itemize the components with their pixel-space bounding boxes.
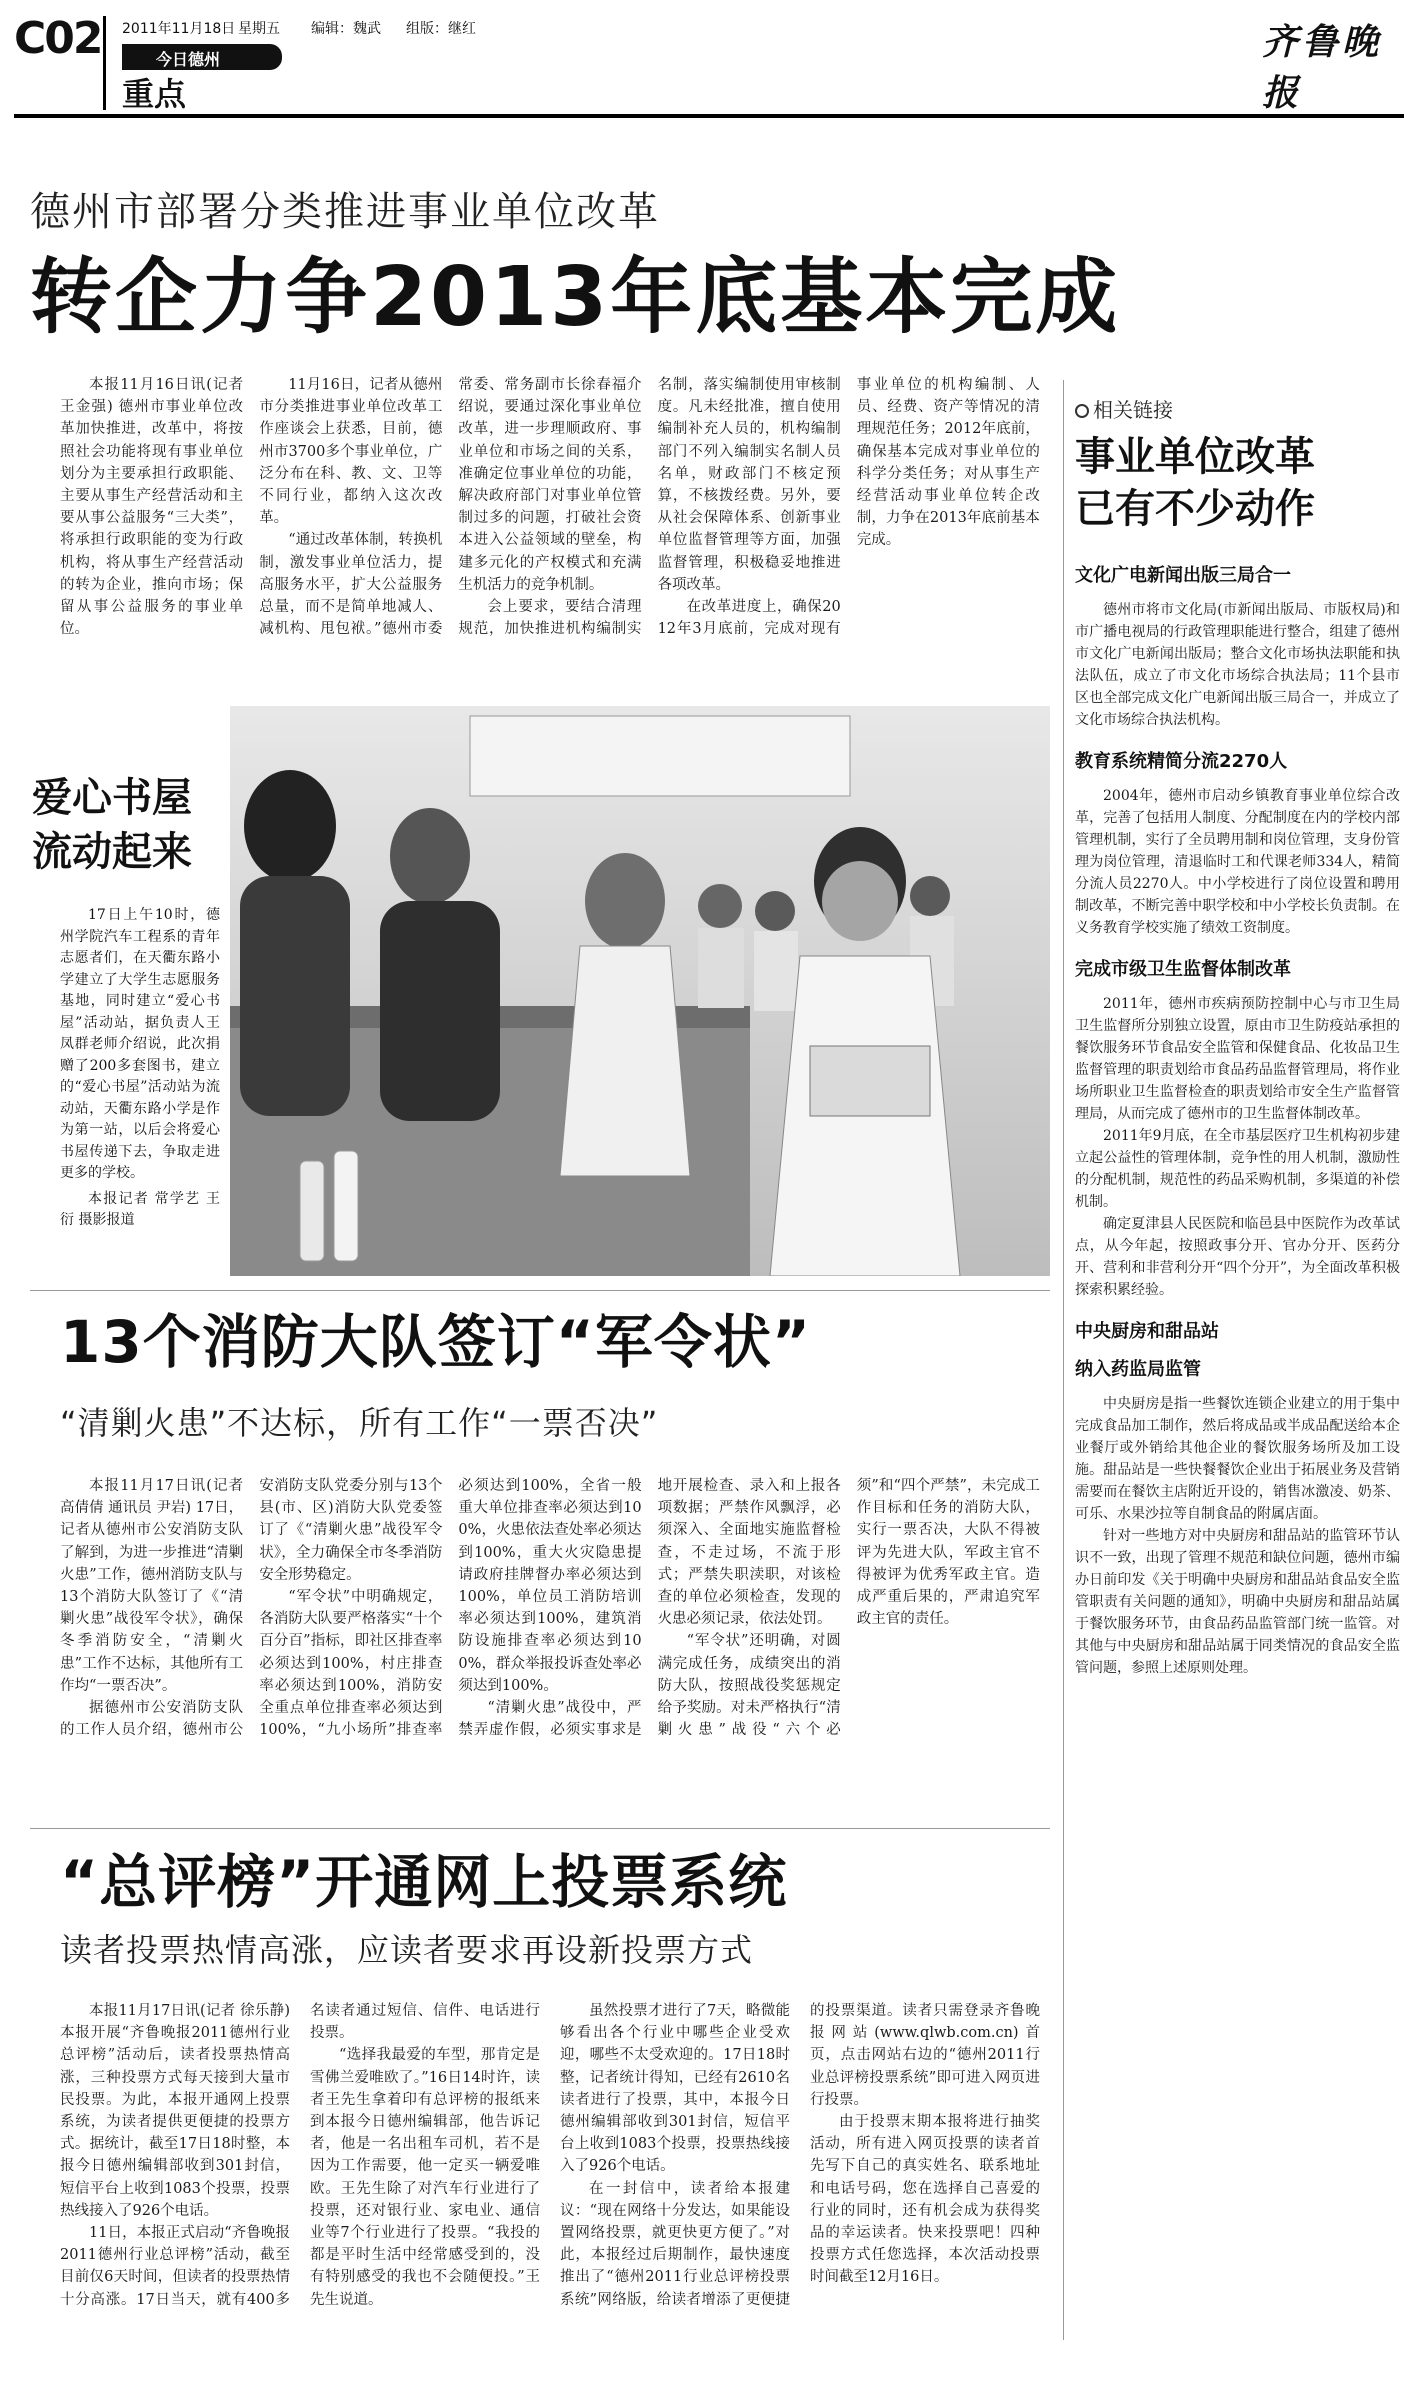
sidebar-paragraph: 确定夏津县人民医院和临邑县中医院作为改革试点，从今年起，按照政事分开、官办分开、医药分开、营利和非营利分开“四个分开”，为全面改革积极探索积累经验。 [1075,1216,1400,1298]
section-tab-label: 今日德州 [156,50,221,69]
vote-paragraph: 11日，本报正式启动“齐鲁晚报2011德州行业总评榜”活动，截至目前仅6天时间，但读者的投票热情十分高涨。17日当天，就有400多名读者通过短信、信件、电话进行投票。 [60,2003,540,2308]
sidebar-section-head: 中央厨房和甜品站 [1075,1321,1219,1342]
section-tab [122,44,282,70]
fire-paragraph: 据德州市公安消防支队的工作人员介绍，德州市公安消防支队党委分别与13个县(市、区)消防大队党委签订了《“清剿火患”战役军令状》，全力确保全市冬季消防安全形势稳定。 [60,1478,443,1739]
vote-paragraph: 由于投票末期本报将进行抽奖活动，所有进入网页投票的读者首先写下自己的真实姓名、联系地址和电话号码，您在选择自己喜爱的行业的同时，还有机会成为获得奖品的幸运读者。快来投票吧！四种投票方式任您选择，本次活动投票时间截至12月16日。 [810,2114,1040,2286]
sidebar-section-head-2: 纳入药监局监管 [1075,1359,1201,1380]
sidebar-paragraph: 中央厨房是指一些餐饮连锁企业建立的用于集中完成食品加工制作，然后将成品或半成品配送给本企业餐厅或外销给其他企业的餐饮服务场所及加工设施。甜品站是一些快餐餐饮企业出于拓展业务及营销需要而在餐饮主店附近开设的，销售冰激凌、奶茶、可乐、水果沙拉等自制食品的附属店面。 [1075,1396,1400,1522]
fire-body [60,1475,1040,1810]
lead-paragraph: 在改革进度上，确保2012年3月底前，完成对现有事业单位的机构编制、人员、经费、资产等情况的清理规范任务；2012年底前，确保基本完成对事业单位的科学分类任务；对从事生产经营活动事业单位转企改制，力争在2013年底前基本完成。 [657,377,1040,638]
fire-paragraph: “军令状”中明确规定，各消防大队要严格落实“十个百分百”指标，即社区排查率必须达到100%，村庄排查率必须达到100%，消防安全重点单位排查率必须达到100%，“九小场所”排查率必须达到100%，全省一般重大单位排查率必须达到100%，火患依法查处率必须达到100%，重大火灾隐患提请政府挂牌督办率必须达到100%，单位员工消防培训率必须达到100%，建筑消防设施排查率必须达到100%，群众举报投诉查处率必须达到100%。 [259,1478,642,1739]
header-rule [14,114,1404,118]
fire-paragraph: “清剿火患”战役中，严禁弄虚作假，必须实事求是地开展检查、录入和上报各项数据；严禁作风飘浮，必须深入、全面地实施监督检查，不走过场，不流于形式；严禁失职渎职，对该检查的单位必须检查，发现的火患必须记录，依法处罚。 [458,1478,841,1739]
link-icon [1075,404,1089,418]
sidebar-section-head: 文化广电新闻出版三局合一 [1075,565,1291,586]
sidebar-divider [1063,380,1064,2340]
section-rule [30,1290,1050,1291]
sidebar-paragraph: 2011年，德州市疾病预防控制中心与市卫生局卫生监督所分别独立设置，原由市卫生防疫站承担的餐饮服务环节食品安全监管和保健食品、化妆品卫生监督管理的职责划给市食品药品监督管理局，将作业场所职业卫生监督检查的职责划给市安全生产监督管理局，从而完成了德州市的卫生监督体制改革。 [1075,996,1400,1122]
fire-subhead: “清剿火患”不达标，所有工作“一票否决” [60,1404,659,1442]
vote-paragraph: 虽然投票才进行了7天，略微能够看出各个行业中哪些企业受欢迎，哪些不太受欢迎的。17日18时整，记者统计得知，已经有2610名读者进行了投票，其中，本报今日德州编辑部收到301封信，短信平台上收到1083个投票，投票热线接入了926个电话。 [560,2003,790,2175]
sidebar-paragraph: 2011年9月底，在全市基层医疗卫生机构初步建立起公益性的管理体制，竞争性的用人机制，激励性的分配机制，规范性的药品采购机制，多渠道的补偿机制。 [1075,1128,1400,1210]
sidebar-section-head: 教育系统精简分流2270人 [1075,751,1288,772]
lead-body [60,374,1040,674]
section-rule [30,1828,1050,1829]
masthead-logo: 齐鲁晚报 [1262,21,1383,114]
photo-story-text: 17日上午10时，德州学院汽车工程系的青年志愿者们，在天衢东路小学建立了大学生志愿服务基地，同时建立“爱心书屋”活动站，据负责人王凤群老师介绍说，此次捐赠了200多套图书，建立的“爱心书屋”活动站为流动站，天衢东路小学是作为第一站，以后会将爱心书屋传递下去，争取走进更多的学校。 [60,907,220,1181]
header-layout: 组版：继红 [406,21,476,37]
header-divider [103,16,106,110]
sidebar-paragraph: 2004年，德州市启动乡镇教育事业单位综合改革，完善了包括用人制度、分配制度在内的学校内部管理机制，实行了全员聘用制和岗位管理，支身份管理为岗位管理，清退临时工和代课老师334人，精简分流人员2270人。中小学校进行了岗位设置和聘用制改革，不断完善中职学校和中小学校长负责制。在义务教育学校实施了绩效工资制度。 [1075,788,1400,936]
lead-paragraph: 本报11月16日讯(记者 王金强) 德州市事业单位改革加快推进，改革中，将按照社会功能将现有事业单位划分为主要承担行政职能、主要从事生产经营活动和主要从事公益服务“三大类”，将承担行政职能的变为行政机构，将从事生产经营活动的转为企业，推向市场；保留从事公益服务的事业单位。 [60,377,244,638]
section-name: 重点 [122,75,187,113]
fire-headline: 13个消防大队签订“军令状” [60,1308,811,1376]
lead-paragraph: “通过改革体制，转换机制，激发事业单位活力，提高服务水平，扩大公益服务总量，而不是简单地减人、减机构、甩包袱。”德州市委常委、常务副市长徐春福介绍说，要通过深化事业单位改革，进一步理顺政府、事业单位和市场之间的关系，准确定位事业单位的功能，解决政府部门对事业单位管制过多的问题，打破社会资本进入公益领域的壁垒，构建多元化的产权模式和充满生机活力的竞争机制。 [259,377,642,638]
sidebar-title-2: 已有不少动作 [1075,486,1315,532]
photo-story-title-1: 爱心书屋 [32,775,192,821]
lead-headline: 转企力争2013年底基本完成 [30,250,1121,345]
vote-paragraph: “选择我最爱的车型，那肯定是雪佛兰爱唯欧了。”16日14时许，读者王先生拿着印有总评榜的报纸来到本报今日德州编辑部，他告诉记者，他是一名出租车司机，若不是因为工作需要，他一定买一辆爱唯欧。王先生除了对汽车行业进行了投票，还对银行业、家电业、通信业等7个行业进行了投票。“我投的都是平时生活中经常感受到的，没有特别感受的我也不会随便投。”王先生说道。 [310,2047,540,2308]
sidebar [1075,395,1400,1679]
header-weekday: 星期五 [238,21,280,37]
sidebar-section-head: 完成市级卫生监督体制改革 [1075,959,1291,980]
vote-paragraph: 本报11月17日讯(记者 徐乐静) 本报开展“齐鲁晚报2011德州行业总评榜”活动后，读者投票热情高涨，三种投票方式每天接到大量市民投票。为此，本报开通网上投票系统，为读者提供更便捷的投票方式。据统计，截至17日18时整，本报今日德州编辑部收到301封信，短信平台上收到1083个投票，投票热线接入了926个电话。 [60,2003,290,2219]
lead-paragraph: 11月16日，记者从德州市分类推进事业单位改革工作座谈会上获悉，目前，德州市3700多个事业单位，广泛分布在科、教、文、卫等不同行业，都纳入这次改革。 [259,377,443,527]
sidebar-paragraph: 针对一些地方对中央厨房和甜品站的监管环节认识不一致，出现了管理不规范和缺位问题，德州市编办日前印发《关于明确中央厨房和甜品站食品安全监管职责有关问题的通知》，明确中央厨房和甜品站属于餐饮服务环节，由食品药品监管部门统一监管。对其他与中央厨房和甜品站属于同类情况的食品安全监管问题，参照上述原则处理。 [1075,1528,1400,1676]
fire-paragraph: 本报11月17日讯(记者 高倩倩 通讯员 尹岩) 17日，记者从德州市公安消防支队了解到，为进一步推进“清剿火患”工作，德州消防支队与13个消防大队签订了《“清剿火患”战役军令状》，确保冬季消防安全，“清剿火患”工作不达标，其他所有工作均“一票否决”。 [60,1478,244,1694]
vote-subhead: 读者投票热情高涨，应读者要求再设新投票方式 [60,1931,754,1969]
page-number: C02 [14,13,102,64]
news-photo [230,706,1050,1276]
photo-story-body [60,905,220,1232]
sidebar-tag: 相关链接 [1093,398,1173,422]
fire-paragraph: “军令状”还明确，对圆满完成任务，成绩突出的消防大队，按照战役奖惩规定给予奖励。对未严格执行“清剿火患”战役“六个必须”和“四个严禁”，未完成工作目标和任务的消防大队，实行一票否决，大队不得被评为先进大队，军政主官不得被评为优秀军政主官。造成严重后果的，严肃追究军政主官的责任。 [657,1478,1040,1739]
vote-paragraph: 在一封信中，读者给本报建议：“现在网络十分发达，如果能设置网络投票，就更快更方便了。”对此，本报经过后期制作，最快速度推出了“德州2011行业总评榜投票系统”网络版，给读者增添了更便捷的投票渠道。读者只需登录齐鲁晚报网站(www.qlwb.com.cn)首页，点击网站右边的“德州2011行业总评榜投票系统”即可进入网页进行投票。 [560,2003,1040,2308]
photo-story-title-2: 流动起来 [32,829,192,875]
lead-kicker: 德州市部署分类推进事业单位改革 [30,189,660,235]
photo-illustration [230,706,1050,1276]
header-date: 2011年11月18日 [122,21,236,37]
photo-credit: 本报记者 常学艺 王衍 摄影报道 [60,1190,220,1228]
vote-body [60,2000,1040,2370]
sidebar-paragraph: 德州市将市文化局(市新闻出版局、市版权局)和市广播电视局的行政管理职能进行整合，组建了德州市文化广电新闻出版局；整合文化市场执法职能和执法队伍，成立了市文化市场综合执法局；11个县市区也全部完成文化广电新闻出版三局合一，并成立了文化市场综合执法机构。 [1075,602,1400,728]
sidebar-title-1: 事业单位改革 [1075,434,1315,480]
lead-paragraph: 会上要求，要结合清理规范，加快推进机构编制实名制，落实编制使用审核制度。凡未经批准，擅自使用编制补充人员的，机构编制部门不列入编制实名制人员名单，财政部门不核定预算，不核拨经费。另外，要从社会保障体系、创新事业单位监督管理等方面，加强监督管理，积极稳妥地推进各项改革。 [458,377,841,638]
vote-headline: “总评榜”开通网上投票系统 [60,1848,788,1916]
header-editor: 编辑：魏武 [311,21,381,37]
